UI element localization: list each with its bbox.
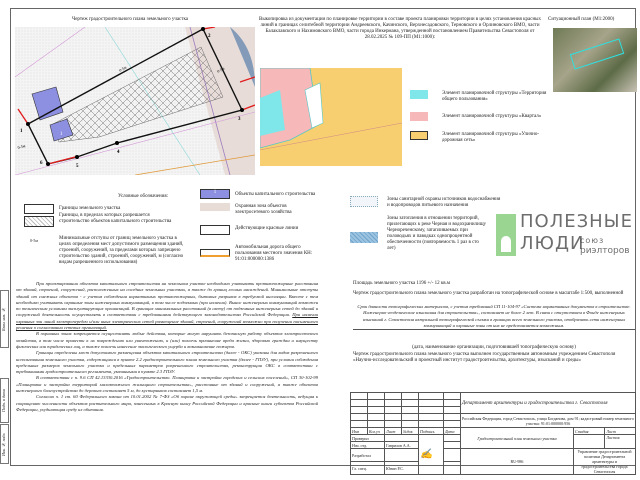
document-number: RU-986 [461,449,574,475]
legend-setback-label: Минимальные отступы от границ земельного участка в целях определения мест допустимого размещения зданий, строений, сооружений, за пределами которых запрещено строительство зданий, строений, сооружений, м (согласно видам разрешенного использования) [59,236,184,265]
header-list: Лист [385,428,402,435]
legend-swatch-quarter [410,112,428,121]
signature: ✍ [419,435,444,475]
organization-name: Управление градостроительной политики Департамента архитектуры и градостроительства города Севастополя [574,449,636,475]
sheet-label: Лист [605,428,636,435]
legend-boundary-label: Границы земельного участка [59,206,121,211]
legend-swatch-electric [200,203,230,211]
note-paragraph: Границы определены мест допустимого размещения объектов капитального строительства (далее - ОКС) указаны для видов разрешенного использования земельного участка, содержащихся в пункте 2.2 градостроительного плана земельного участка (далее - ГПЗУ), при условии соблюдения предельных размеров земельного участка и предельных параметров разрешенного строительства, реконструкции ОКС в соответствии с требованиями градостроительного регламента, указанными в пункте 2.3 ГПЗУ. [16,350,318,375]
header-kol: Кол.уч [368,428,385,435]
topo-note: Срок давности топографических материалов, с учетом требований СП 11-104-97 «Система нормативных документов в строительстве. Инженерно-геодезические изыскания для строительства», составляет не более 2 лет. В связи с отсутствием в Фонде инженерных изысканий г. Севастополя актуальной топографической съемки в границах всего земельного участка, отобразить сети инженерных коммуникаций и охранные зоны от них не представляется возможным. [353,304,635,330]
legend-swatch-boundary [24,204,54,214]
role: Разработал [351,449,385,462]
header-sign: Подпись [419,428,444,435]
planning-map [260,68,402,166]
legend-swatch-public [410,90,428,99]
sheets-label: Листов [605,435,636,449]
situation-aerial-photo [553,28,637,92]
parcel-outline [570,38,624,69]
notes-column [16,281,318,413]
performer-note: Чертеж градостроительного плана земельного участка выполнен государственным автономным учреждением Севастополя «Научно-исследовательский и проектный институт градостроительства, архитектуры, изысканий и среды» [353,352,616,363]
legend-setback-symbol: 0-5м [30,238,38,243]
stamp-inv-orig: Взам. инв. № [0,290,9,348]
legend-buildable-label: Границы, в пределах которых разрешается строительство объектов капитального строительства [59,213,172,224]
legend-quarter-label: Элемент планировочной структуры «Квартал» [442,114,542,119]
legend-sanitary-label: Зоны санитарной охраны источников водоснабжения и водопроводов питьевого назначения [387,197,501,208]
watermark-sub2: риэлторов [580,246,630,256]
legend-swatch-road [410,131,428,140]
setback-label: 0-5м [16,143,26,150]
svg-text:2: 2 [208,34,211,39]
note-paragraph: В соответствии с п. 9.6 СП 42.13330.2016 «Градостроительство. Планировка и застройка городских и сельских поселений», СП 30-102-99 «Планировка и застройка территорий малоэтажного жилищного строительства», расстояние от зданий и сооружений, а также объектов инженерного благоустройства до деревьев составляет 5 м, до кустарников составляет 1,5 м. [16,375,318,394]
svg-text:5: 5 [76,164,79,169]
topo-basis: Чертеж градостроительного плана земельного участка разработан на топографической основе в масштабе 1:500, выполненной [353,291,624,296]
stamp-inv-num: Инв. № подл. [0,424,9,464]
situation-title: Ситуационный план (М1:2000) [548,17,615,22]
role: Проверил [351,435,385,442]
legend-road-label: Элемент планировочной структуры «Улично-дорожная сеть» [442,132,539,143]
header-date: Дата [444,428,461,435]
header-doc: №док [402,428,419,435]
parcel-address: Российская Федерация, город Севастополь, улица Богданова, дом 91; кадастровый номер земельного участка: 91:01:000000:956 [462,415,634,426]
watermark-line2: ЛЮДИ [520,233,585,254]
parcel-map [15,27,255,175]
note-paragraph: Согласно ч. 1 ст. 60 Федерального закона от 10.01.2002 № 7-ФЗ «Об охране окружающей среды» запрещается деятельность, ведущая к сокращению численности объектов растительного мира, занесенных в Красную книгу Российской Федерации и красные книги субъектов Российской Федерации, ухудшающая среду их обитания. [16,394,318,412]
person-name: Гаврилов А.А. [385,442,419,449]
legend-redline-label: Действующие красные линии [235,226,299,231]
setback-label: 0-5м [118,64,128,73]
legend-swatch-buildable [24,216,54,227]
svg-text:6: 6 [40,161,43,166]
header-izm: Изм [351,428,368,435]
note-paragraph: При проектировании объектов капитального строительства на земельном участке необходимо учитывать противопожарные расстояния от зданий, строений, сооружений, расположенных на соседних земельных участках, а также до границ лесных насаждений. Минимальные отступы зданий от смежных объектов - с учетом соблюдения нормативных противопожарных, бытовых разрывов в требуемой инсоляции. Вместе с тем необходимо учитывать охранные зоны инженерных коммуникаций, в том числе подземных (при наличии). Вынос инженерных коммуникаций возможен по техническим условиям эксплуатирующих организаций. В границах минимальных расстояний (в свету) от подземных инженерных сетей до зданий и сооружений деятельность осуществлять в соответствии с требованиями действующего законодательства Российской Федерации. При наличии охранных зон линий электропередач и/или иных электрических сетей размещение зданий, строений, сооружений возможно при получении письменного решения о согласовании сетевых организаций. [16,281,318,331]
legend-public-label: Элемент планировочной структуры «Территория общего пользования» [442,91,547,102]
role: Нач. отд. [351,442,385,449]
legend-swatch-sanitary [350,196,378,207]
legend-swatch-flood [350,232,378,243]
document-name: Градостроительный план земельного участка [461,428,574,449]
svg-text:4: 4 [117,150,120,155]
legend-title: Условные обозначения: [118,194,169,199]
parcel-area: Площадь земельного участка 1196 +/- 12 кв.м [353,281,451,286]
legend-electric-label: Охранная зона объектов электросетевого хозяйства [235,204,292,215]
legend-swatch-building: 1 [200,189,230,199]
building-number: 1 [60,132,63,137]
watermark-sub1: союз [580,236,605,245]
note-paragraph: В охранных зонах запрещается осуществлять любые действия, которые могут нарушить безопасную работу объектов электросетевого хозяйства, в том числе привести к их повреждению или уничтожению, и (или) повлечь причинение вреда жизни, здоровью граждан и имуществу физических или юридических лиц, а также повлечь нанесение экологического ущерба и возникновение пожаров. [16,331,318,349]
title-block [350,392,636,475]
setback-label: 0-5м [216,65,226,74]
stamp-sign-date: Подп. и дата [0,378,9,423]
legend-building-label: Объекты капитального строительства [235,192,316,197]
legend-swatch-redline [200,225,230,235]
person-name [385,449,419,462]
svg-text:3: 3 [238,117,241,122]
legend-road-label: Автомобильная дорога общего пользования местного значения КН: 91:01:000000:1386 [235,245,313,262]
role: Гл. спец. [351,462,385,475]
legend-swatch-road [200,249,230,257]
person-name: Юнин Р.С. [385,462,419,475]
watermark-line1: ПОЛЕЗНЫЕ [520,211,633,232]
extract-title: Выкопировка из документации по планировке территории в составе проекта планировки территории в целях установления красных линий в границах селитебной территории Андреевского, Качинского, Верхнесадовского, Терновского и Орлиновского ВМО, части Балаклавского и Нахимовского ВМО, части города Инкермана, утвержденной постановлением Правительства Севастополя от 28.02.2025 № 109-ПП (М1:1000): [258,17,541,40]
svg-text:1: 1 [20,129,23,134]
department-name: Департамент архитектуры и градостроительства г. Севастополя [461,393,636,414]
topo-caption: (дата, наименование организации, подготовившей топографическую основу) [412,345,576,350]
watermark-logo [496,214,516,256]
stage-label: Стадия [574,428,605,435]
person-name [385,435,419,442]
drawing-title: Чертеж градостроительного плана земельного участка [71,17,189,22]
legend-flood-label: Зоны затопления в отношении территорий, прилегающих к реке Черная и водохранилищу Чернореченскому, затапливаемых при половодьях и паводках однопроцентной обеспеченности (повторяемость 1 раз в сто лет) [387,216,487,251]
